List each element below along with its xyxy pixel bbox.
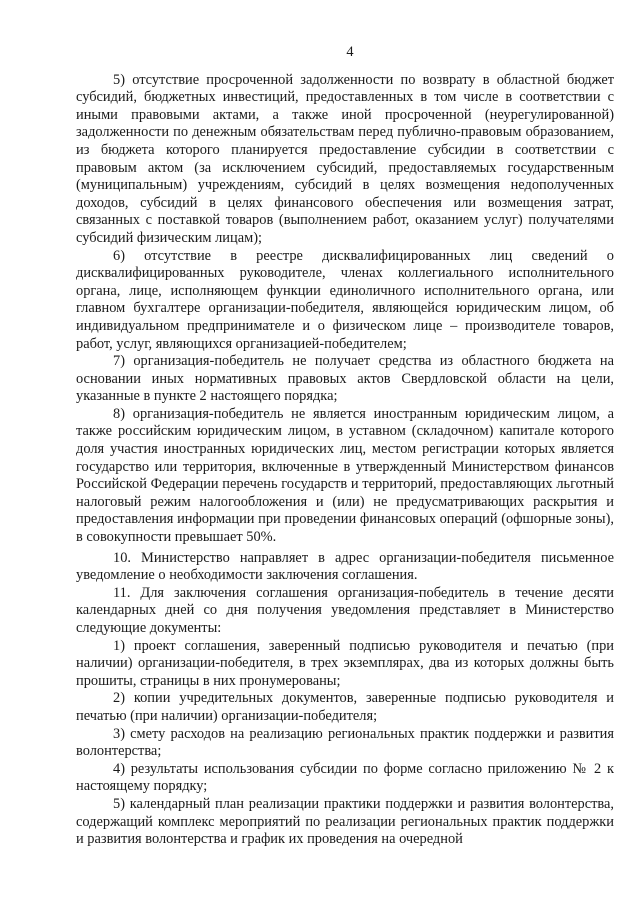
paragraph-item-5: 5) отсутствие просроченной задолженности по возврату в областной бюджет субсидий, бюджетных инвестиций, предоставленных в том числе в соответствии с иными правовыми актами, а также иной просроченной (неурегулированной) задолженности по денежным обязательствам перед публично-правовым образованием, из бюджета которого планируется предоставление субсидии в соответствии с правовым актом (за исключением субсидий, предоставляемых государственным (муниципальным) учреждениям, субсидий в целях возмещения недополученных доходов, субсидий в целях финансового обеспечения или возмещения затрат, связанных с поставкой товаров (выполнением работ, оказанием услуг) получателями субсидий физическим лицам);	[76, 71, 614, 246]
paragraph-section-10: 10. Министерство направляет в адрес организации-победителя письменное уведомление о необходимости заключения соглашения.	[76, 549, 614, 584]
paragraph-item-7: 7) организация-победитель не получает средства из областного бюджета на основании иных нормативных правовых актов Свердловской области на цели, указанные в пункте 2 настоящего порядка;	[76, 353, 614, 405]
paragraph-section-11: 11. Для заключения соглашения организация-победитель в течение десяти календарных дней со дня получения уведомления представляет в Министерство следующие документы:	[76, 584, 614, 636]
paragraph-item-6: 6) отсутствие в реестре дисквалифицированных лиц сведений о дисквалифицированных руководителе, членах коллегиального исполнительного органа, лице, исполняющем функции единоличного исполнительного органа, или главном бухгалтере организации-победителя, являющейся юридическим лицом, об индивидуальном предпринимателе и о физическом лице – производителе товаров, работ, услуг, являющихся организацией-победителем;	[76, 247, 614, 352]
paragraph-doc-2: 2) копии учредительных документов, заверенные подписью руководителя и печатью (при наличии) организации-победителя;	[76, 690, 614, 724]
paragraph-doc-3: 3) смету расходов на реализацию региональных практик поддержки и развития волонтерства;	[76, 725, 614, 760]
paragraph-doc-1: 1) проект соглашения, заверенный подписью руководителя и печатью (при наличии) организации-победителя, в трех экземплярах, два из которых должны быть прошиты, страницы в них пронумерованы;	[76, 637, 614, 689]
paragraph-doc-4: 4) результаты использования субсидии по форме согласно приложению № 2 к настоящему порядку;	[76, 760, 614, 795]
page-number: 4	[346, 44, 354, 60]
paragraph-item-8: 8) организация-победитель не является иностранным юридическим лицом, а также российским юридическим лицом, в уставном (складочном) капитале которого доля участия иностранных юридических лиц, местом регистрации которых является государство или территория, включенные в утвержденный Министерством финансов Российской Федерации перечень государств и территорий, предоставляющих льготный налоговый режим налогообложения и (или) не предусматривающих раскрытия и предоставления информации при проведении финансовых операций (офшорные зоны), в совокупности превышает 50%.	[76, 405, 614, 546]
paragraph-doc-5: 5) календарный план реализации практики поддержки и развития волонтерства, содержащий комплекс мероприятий по реализации региональных практик поддержки и развития волонтерства и график их проведения на очередной	[76, 795, 614, 848]
